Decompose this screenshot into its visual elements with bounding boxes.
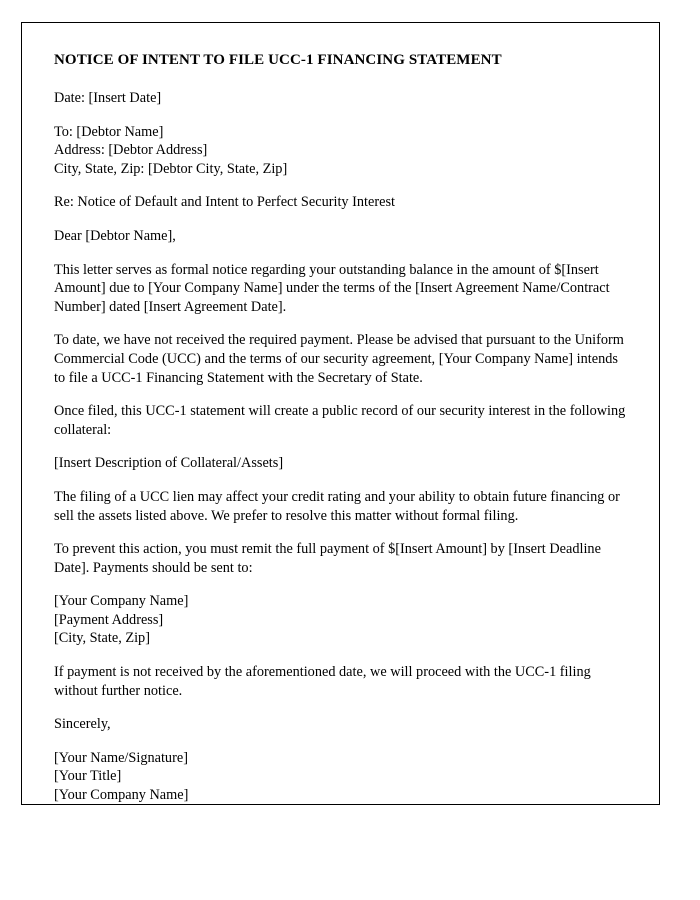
salutation: Dear [Debtor Name], xyxy=(54,227,176,244)
payment-address-block xyxy=(54,592,627,648)
document-page xyxy=(21,22,660,805)
body-paragraph-3: Once filed, this UCC-1 statement will create a public record of our security interest in the following collateral: xyxy=(54,403,626,438)
recipient-address: Address: [Debtor Address] xyxy=(54,142,208,159)
page-title: NOTICE OF INTENT TO FILE UCC-1 FINANCING STATEMENT xyxy=(54,52,502,68)
payment-company-name: [Your Company Name] xyxy=(54,593,189,610)
payment-street-address: [Payment Address] xyxy=(54,611,164,628)
date-line: Date: [Insert Date] xyxy=(54,90,162,106)
closing-salutation: Sincerely, xyxy=(54,716,111,733)
body-paragraph-1: This letter serves as formal notice regarding your outstanding balance in the amount of $[Insert Amount] due to [Your Company Name] under the terms of the [Insert Agreement Name/Contract Number] dated [Insert Agreement Date]. xyxy=(54,261,610,315)
signature-block xyxy=(54,749,627,805)
signature-name: [Your Name/Signature] xyxy=(54,749,188,766)
signature-title: [Your Title] xyxy=(54,768,122,785)
body-paragraph-6: If payment is not received by the aforementioned date, we will proceed with the UCC-1 filing without further notice. xyxy=(54,664,591,699)
recipient-block xyxy=(54,123,627,179)
subject-line: Re: Notice of Default and Intent to Perfect Security Interest xyxy=(54,194,396,211)
body-paragraph-5: To prevent this action, you must remit the full payment of $[Insert Amount] by [Insert Deadline Date]. Payments should be sent to: xyxy=(54,541,601,576)
recipient-city-state-zip: City, State, Zip: [Debtor City, State, Zip] xyxy=(54,160,288,177)
recipient-name: To: [Debtor Name] xyxy=(54,123,164,140)
document-content xyxy=(22,23,659,805)
body-paragraph-4: The filing of a UCC lien may affect your credit rating and your ability to obtain future financing or sell the assets listed above. We prefer to resolve this matter without formal filing. xyxy=(54,488,620,524)
collateral-placeholder: [Insert Description of Collateral/Assets] xyxy=(54,455,284,472)
body-paragraph-2: To date, we have not received the required payment. Please be advised that pursuant to the Uniform Commercial Code (UCC) and the terms of our security agreement, [Your Company Name] intends to file a UCC-1 Financing Statement with the Secretary of State. xyxy=(54,332,624,386)
payment-city-state-zip: [City, State, Zip] xyxy=(54,630,150,647)
signature-company: [Your Company Name] xyxy=(54,787,189,804)
